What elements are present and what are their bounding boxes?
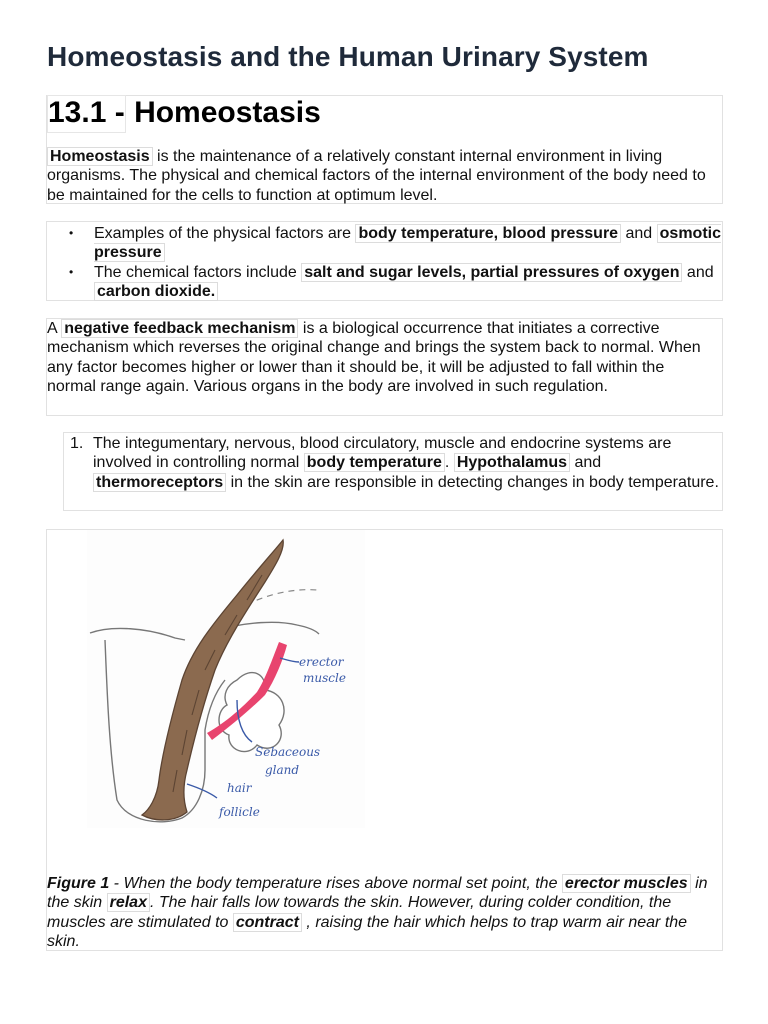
feedback-paragraph bbox=[47, 319, 717, 396]
intro-text: is the maintenance of a relatively constant internal environment in living organisms. The physical and chemical factors of the internal environment of the body need to be maintained for the cells to function at optimum level. bbox=[47, 148, 706, 204]
factors-list bbox=[46, 221, 723, 301]
caption-text: in the skin bbox=[47, 875, 708, 912]
highlight-term: thermoreceptors bbox=[93, 473, 226, 492]
highlight-term: carbon dioxide. bbox=[94, 282, 218, 301]
label-sebaceous: Sebaceous bbox=[255, 745, 321, 759]
label-gland: gland bbox=[265, 763, 300, 777]
figure-caption bbox=[47, 874, 717, 951]
highlight-term: contract bbox=[233, 913, 302, 932]
label-follicle: follicle bbox=[219, 805, 260, 819]
highlight-term: salt and sugar levels, partial pressures of oxygen bbox=[301, 263, 682, 282]
list-item-text: Examples of the physical factors are bbox=[94, 225, 356, 242]
caption-label: Figure 1 bbox=[47, 875, 110, 892]
hair-follicle-diagram bbox=[87, 530, 365, 828]
label-hair: hair bbox=[227, 781, 252, 795]
intro-paragraph bbox=[47, 147, 717, 205]
feedback-term: negative feedback mechanism bbox=[61, 319, 298, 338]
list-item bbox=[47, 224, 722, 263]
caption-text: . The hair falls low towards the skin. However, during colder condition, the muscles are stimulated to bbox=[47, 894, 672, 931]
list-item-text: The integumentary, nervous, blood circulatory, muscle and endocrine systems are involved in controlling normal bbox=[93, 435, 672, 472]
highlight-term: osmotic pressure bbox=[94, 225, 721, 262]
list-item-text: and bbox=[621, 225, 657, 242]
highlight-term: body temperature bbox=[304, 453, 445, 472]
list-item-text: and bbox=[570, 454, 602, 472]
label-muscle: muscle bbox=[303, 671, 346, 685]
label-erector: erector bbox=[299, 655, 344, 669]
highlight-term: erector muscles bbox=[562, 874, 691, 893]
list-item-text: in the skin are responsible in detecting changes in body temperature. bbox=[226, 473, 719, 491]
bullet-icon: • bbox=[69, 264, 74, 279]
bullet-icon: • bbox=[69, 226, 74, 240]
list-item bbox=[47, 263, 722, 302]
caption-text: , raising the hair which helps to trap warm air near the skin. bbox=[47, 913, 688, 950]
highlight-term: relax bbox=[107, 893, 150, 912]
section-title: Homeostasis bbox=[134, 96, 321, 129]
list-item bbox=[64, 433, 722, 492]
feedback-text: A bbox=[47, 320, 62, 337]
list-item-text: and bbox=[682, 263, 714, 281]
feedback-text: is a biological occurrence that initiates a corrective mechanism which reverses the original change and brings the system back to normal. When any factor becomes higher or lower than it should be, it will be adjusted to fall within the normal range again. Various organs in the body are involved in such regulation. bbox=[47, 320, 701, 395]
list-item-text: . bbox=[444, 454, 454, 472]
highlight-term: body temperature, blood pressure bbox=[355, 224, 621, 243]
list-item-text: The chemical factors include bbox=[94, 263, 302, 281]
systems-list bbox=[63, 432, 723, 511]
page-title: Homeostasis and the Human Urinary System bbox=[47, 41, 649, 72]
intro-term: Homeostasis bbox=[47, 147, 153, 166]
caption-text: - When the body temperature rises above normal set point, the bbox=[109, 875, 562, 892]
highlight-term: Hypothalamus bbox=[454, 453, 570, 472]
section-heading bbox=[47, 95, 321, 131]
list-number: 1. bbox=[70, 435, 84, 452]
section-number: 13.1 - bbox=[47, 95, 126, 133]
